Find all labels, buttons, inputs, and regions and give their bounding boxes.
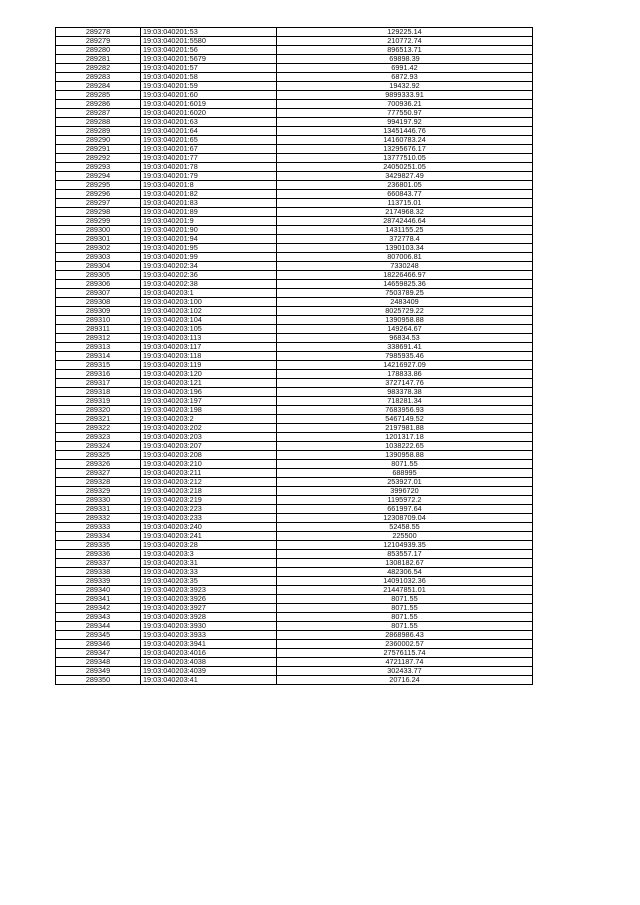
value-cell: 8071.55: [277, 604, 533, 613]
cadastral-number-cell: 19:03:040203:28: [141, 541, 277, 550]
cadastral-number-cell: 19:03:040201:83: [141, 199, 277, 208]
row-number-cell: 289323: [56, 433, 141, 442]
row-number-cell: 289330: [56, 496, 141, 505]
cadastral-number-cell: 19:03:040203:100: [141, 298, 277, 307]
table-row: [56, 109, 533, 118]
cadastral-number-cell: 19:03:040201:67: [141, 145, 277, 154]
cadastral-number-cell: 19:03:040203:3923: [141, 586, 277, 595]
cadastral-number-cell: 19:03:040201:9: [141, 217, 277, 226]
table-row: [56, 622, 533, 631]
row-number-cell: 289287: [56, 109, 141, 118]
cadastral-number-cell: 19:03:040201:64: [141, 127, 277, 136]
table-row: [56, 388, 533, 397]
cadastral-number-cell: 19:03:040203:3933: [141, 631, 277, 640]
row-number-cell: 289278: [56, 28, 141, 37]
value-cell: 1390103.34: [277, 244, 533, 253]
row-number-cell: 289338: [56, 568, 141, 577]
row-number-cell: 289299: [56, 217, 141, 226]
row-number-cell: 289301: [56, 235, 141, 244]
row-number-cell: 289331: [56, 505, 141, 514]
table-row: [56, 181, 533, 190]
row-number-cell: 289316: [56, 370, 141, 379]
table-row: [56, 667, 533, 676]
table-row: [56, 478, 533, 487]
value-cell: 302433.77: [277, 667, 533, 676]
row-number-cell: 289349: [56, 667, 141, 676]
value-cell: 688995: [277, 469, 533, 478]
value-cell: 12308709.04: [277, 514, 533, 523]
value-cell: 69898.39: [277, 55, 533, 64]
table-row: [56, 559, 533, 568]
row-number-cell: 289318: [56, 388, 141, 397]
value-cell: 178833.86: [277, 370, 533, 379]
table-row: [56, 280, 533, 289]
cadastral-number-cell: 19:03:040203:208: [141, 451, 277, 460]
value-cell: 2174968.32: [277, 208, 533, 217]
row-number-cell: 289292: [56, 154, 141, 163]
value-cell: 700936.21: [277, 100, 533, 109]
value-cell: 8071.55: [277, 595, 533, 604]
row-number-cell: 289290: [56, 136, 141, 145]
row-number-cell: 289319: [56, 397, 141, 406]
row-number-cell: 289291: [56, 145, 141, 154]
value-cell: 1390958.88: [277, 451, 533, 460]
value-cell: 113715.01: [277, 199, 533, 208]
value-cell: 994197.92: [277, 118, 533, 127]
table-row: [56, 91, 533, 100]
row-number-cell: 289307: [56, 289, 141, 298]
value-cell: 983378.38: [277, 388, 533, 397]
cadastral-number-cell: 19:03:040202:36: [141, 271, 277, 280]
value-cell: 661997.64: [277, 505, 533, 514]
cadastral-number-cell: 19:03:040201:77: [141, 154, 277, 163]
row-number-cell: 289309: [56, 307, 141, 316]
cadastral-number-cell: 19:03:040203:2: [141, 415, 277, 424]
table-row: [56, 406, 533, 415]
table-row: [56, 379, 533, 388]
cadastral-number-cell: 19:03:040203:4038: [141, 658, 277, 667]
value-cell: 14659825.36: [277, 280, 533, 289]
value-cell: 2868986.43: [277, 631, 533, 640]
row-number-cell: 289310: [56, 316, 141, 325]
value-cell: 18226466.97: [277, 271, 533, 280]
row-number-cell: 289302: [56, 244, 141, 253]
table-row: [56, 523, 533, 532]
table-row: [56, 343, 533, 352]
row-number-cell: 289341: [56, 595, 141, 604]
cadastral-number-cell: 19:03:040201:60: [141, 91, 277, 100]
value-cell: 1201317.18: [277, 433, 533, 442]
cadastral-number-cell: 19:03:040201:79: [141, 172, 277, 181]
cadastral-number-cell: 19:03:040203:198: [141, 406, 277, 415]
table-row: [56, 514, 533, 523]
value-cell: 482306.54: [277, 568, 533, 577]
cadastral-number-cell: 19:03:040203:218: [141, 487, 277, 496]
row-number-cell: 289294: [56, 172, 141, 181]
table-row: [56, 352, 533, 361]
value-cell: 8071.55: [277, 613, 533, 622]
table-row: [56, 433, 533, 442]
row-number-cell: 289326: [56, 460, 141, 469]
cadastral-number-cell: 19:03:040203:119: [141, 361, 277, 370]
cadastral-number-cell: 19:03:040203:118: [141, 352, 277, 361]
table-row: [56, 595, 533, 604]
cadastral-number-cell: 19:03:040201:65: [141, 136, 277, 145]
value-cell: 4721187.74: [277, 658, 533, 667]
value-cell: 1195972.2: [277, 496, 533, 505]
table-row: [56, 487, 533, 496]
row-number-cell: 289324: [56, 442, 141, 451]
row-number-cell: 289339: [56, 577, 141, 586]
value-cell: 777550.97: [277, 109, 533, 118]
value-cell: 149264.67: [277, 325, 533, 334]
row-number-cell: 289327: [56, 469, 141, 478]
row-number-cell: 289286: [56, 100, 141, 109]
table-row: [56, 118, 533, 127]
cadastral-number-cell: 19:03:040203:212: [141, 478, 277, 487]
table-row: [56, 307, 533, 316]
cadastral-number-cell: 19:03:040201:82: [141, 190, 277, 199]
value-cell: 1390958.88: [277, 316, 533, 325]
row-number-cell: 289279: [56, 37, 141, 46]
cadastral-number-cell: 19:03:040203:3928: [141, 613, 277, 622]
cadastral-number-cell: 19:03:040201:99: [141, 253, 277, 262]
cadastral-number-cell: 19:03:040203:41: [141, 676, 277, 685]
table-row: [56, 568, 533, 577]
table-row: [56, 631, 533, 640]
table-row: [56, 658, 533, 667]
row-number-cell: 289322: [56, 424, 141, 433]
value-cell: 210772.74: [277, 37, 533, 46]
cadastral-number-cell: 19:03:040202:38: [141, 280, 277, 289]
table-row: [56, 460, 533, 469]
cadastral-number-cell: 19:03:040202:34: [141, 262, 277, 271]
cadastral-number-cell: 19:03:040203:203: [141, 433, 277, 442]
row-number-cell: 289321: [56, 415, 141, 424]
table-row: [56, 361, 533, 370]
row-number-cell: 289334: [56, 532, 141, 541]
table-row: [56, 64, 533, 73]
row-number-cell: 289343: [56, 613, 141, 622]
cadastral-number-cell: 19:03:040203:4016: [141, 649, 277, 658]
cadastral-number-cell: 19:03:040203:120: [141, 370, 277, 379]
cadastral-number-cell: 19:03:040201:8: [141, 181, 277, 190]
cadastral-number-cell: 19:03:040203:33: [141, 568, 277, 577]
row-number-cell: 289293: [56, 163, 141, 172]
value-cell: 6991.42: [277, 64, 533, 73]
table-row: [56, 532, 533, 541]
table-row: [56, 586, 533, 595]
table-row: [56, 145, 533, 154]
value-cell: 20716.24: [277, 676, 533, 685]
value-cell: 1038222.65: [277, 442, 533, 451]
cadastral-number-cell: 19:03:040203:3: [141, 550, 277, 559]
value-cell: 3996720: [277, 487, 533, 496]
value-cell: 7985935.46: [277, 352, 533, 361]
cadastral-number-cell: 19:03:040201:58: [141, 73, 277, 82]
value-cell: 13295676.17: [277, 145, 533, 154]
table-row: [56, 190, 533, 199]
value-cell: 372778.4: [277, 235, 533, 244]
cadastral-number-cell: 19:03:040201:63: [141, 118, 277, 127]
table-row: [56, 325, 533, 334]
table-row: [56, 676, 533, 685]
table-row: [56, 316, 533, 325]
row-number-cell: 289325: [56, 451, 141, 460]
row-number-cell: 289311: [56, 325, 141, 334]
cadastral-number-cell: 19:03:040203:35: [141, 577, 277, 586]
value-cell: 21447851.01: [277, 586, 533, 595]
table-row: [56, 640, 533, 649]
row-number-cell: 289348: [56, 658, 141, 667]
table-row: [56, 46, 533, 55]
table-row: [56, 253, 533, 262]
cadastral-number-cell: 19:03:040203:196: [141, 388, 277, 397]
cadastral-number-cell: 19:03:040203:210: [141, 460, 277, 469]
value-cell: 14216927.09: [277, 361, 533, 370]
value-cell: 8071.55: [277, 460, 533, 469]
cadastral-number-cell: 19:03:040203:117: [141, 343, 277, 352]
table-row: [56, 37, 533, 46]
value-cell: 225500: [277, 532, 533, 541]
table-row: [56, 172, 533, 181]
cadastral-number-cell: 19:03:040203:233: [141, 514, 277, 523]
cadastral-number-cell: 19:03:040201:53: [141, 28, 277, 37]
table-row: [56, 604, 533, 613]
row-number-cell: 289332: [56, 514, 141, 523]
table-row: [56, 541, 533, 550]
table-row: [56, 271, 533, 280]
table-row: [56, 289, 533, 298]
row-number-cell: 289295: [56, 181, 141, 190]
row-number-cell: 289347: [56, 649, 141, 658]
value-cell: 13777510.05: [277, 154, 533, 163]
value-cell: 5467149.52: [277, 415, 533, 424]
cadastral-number-cell: 19:03:040201:59: [141, 82, 277, 91]
table-row: [56, 577, 533, 586]
value-cell: 24050251.05: [277, 163, 533, 172]
row-number-cell: 289344: [56, 622, 141, 631]
row-number-cell: 289282: [56, 64, 141, 73]
row-number-cell: 289296: [56, 190, 141, 199]
value-cell: 12104939.35: [277, 541, 533, 550]
cadastral-number-cell: 19:03:040203:197: [141, 397, 277, 406]
cadastral-number-cell: 19:03:040201:6020: [141, 109, 277, 118]
table-row: [56, 28, 533, 37]
cadastral-number-cell: 19:03:040201:6019: [141, 100, 277, 109]
table-row: [56, 496, 533, 505]
row-number-cell: 289315: [56, 361, 141, 370]
cadastral-number-cell: 19:03:040203:219: [141, 496, 277, 505]
row-number-cell: 289304: [56, 262, 141, 271]
row-number-cell: 289335: [56, 541, 141, 550]
table-row: [56, 127, 533, 136]
value-cell: 52458.55: [277, 523, 533, 532]
cadastral-number-cell: 19:03:040201:56: [141, 46, 277, 55]
row-number-cell: 289297: [56, 199, 141, 208]
table-row: [56, 298, 533, 307]
value-cell: 718281.34: [277, 397, 533, 406]
row-number-cell: 289320: [56, 406, 141, 415]
row-number-cell: 289345: [56, 631, 141, 640]
cadastral-number-cell: 19:03:040203:241: [141, 532, 277, 541]
row-number-cell: 289328: [56, 478, 141, 487]
cadastral-number-cell: 19:03:040203:3926: [141, 595, 277, 604]
row-number-cell: 289289: [56, 127, 141, 136]
row-number-cell: 289312: [56, 334, 141, 343]
table-row: [56, 613, 533, 622]
cadastral-number-cell: 19:03:040201:78: [141, 163, 277, 172]
cadastral-number-cell: 19:03:040203:3930: [141, 622, 277, 631]
value-cell: 853557.17: [277, 550, 533, 559]
cadastral-number-cell: 19:03:040203:31: [141, 559, 277, 568]
value-cell: 13451446.76: [277, 127, 533, 136]
value-cell: 6872.93: [277, 73, 533, 82]
table-row: [56, 469, 533, 478]
row-number-cell: 289306: [56, 280, 141, 289]
table-row: [56, 217, 533, 226]
table-row: [56, 397, 533, 406]
cadastral-number-cell: 19:03:040203:1: [141, 289, 277, 298]
cadastral-number-cell: 19:03:040201:90: [141, 226, 277, 235]
table-row: [56, 55, 533, 64]
cadastral-number-cell: 19:03:040203:211: [141, 469, 277, 478]
row-number-cell: 289337: [56, 559, 141, 568]
table-row: [56, 208, 533, 217]
table-row: [56, 370, 533, 379]
cadastral-number-cell: 19:03:040203:3941: [141, 640, 277, 649]
row-number-cell: 289317: [56, 379, 141, 388]
row-number-cell: 289298: [56, 208, 141, 217]
table-row: [56, 415, 533, 424]
table-row: [56, 163, 533, 172]
value-cell: 8025729.22: [277, 307, 533, 316]
table-row: [56, 226, 533, 235]
table-row: [56, 244, 533, 253]
table-row: [56, 442, 533, 451]
row-number-cell: 289340: [56, 586, 141, 595]
table-row: [56, 199, 533, 208]
row-number-cell: 289283: [56, 73, 141, 82]
table-row: [56, 451, 533, 460]
cadastral-number-cell: 19:03:040201:94: [141, 235, 277, 244]
value-cell: 660843.77: [277, 190, 533, 199]
row-number-cell: 289303: [56, 253, 141, 262]
value-cell: 3727147.76: [277, 379, 533, 388]
table-body: [56, 28, 533, 685]
row-number-cell: 289288: [56, 118, 141, 127]
table-row: [56, 424, 533, 433]
value-cell: 27576115.74: [277, 649, 533, 658]
table-row: [56, 649, 533, 658]
table-row: [56, 73, 533, 82]
value-cell: 14091032.36: [277, 577, 533, 586]
value-cell: 96834.53: [277, 334, 533, 343]
cadastral-number-cell: 19:03:040203:104: [141, 316, 277, 325]
value-cell: 28742446.64: [277, 217, 533, 226]
table-row: [56, 550, 533, 559]
row-number-cell: 289329: [56, 487, 141, 496]
cadastral-number-cell: 19:03:040203:102: [141, 307, 277, 316]
table-row: [56, 100, 533, 109]
cadastral-number-cell: 19:03:040203:4039: [141, 667, 277, 676]
table-row: [56, 82, 533, 91]
row-number-cell: 289346: [56, 640, 141, 649]
cadastral-number-cell: 19:03:040203:240: [141, 523, 277, 532]
value-cell: 2197981.88: [277, 424, 533, 433]
cadastral-number-cell: 19:03:040203:3927: [141, 604, 277, 613]
row-number-cell: 289308: [56, 298, 141, 307]
row-number-cell: 289280: [56, 46, 141, 55]
value-cell: 896513.71: [277, 46, 533, 55]
cadastral-number-cell: 19:03:040201:5580: [141, 37, 277, 46]
row-number-cell: 289300: [56, 226, 141, 235]
cadastral-number-cell: 19:03:040201:57: [141, 64, 277, 73]
table-row: [56, 505, 533, 514]
row-number-cell: 289305: [56, 271, 141, 280]
value-cell: 9899333.91: [277, 91, 533, 100]
table-row: [56, 136, 533, 145]
cadastral-number-cell: 19:03:040203:121: [141, 379, 277, 388]
cadastral-number-cell: 19:03:040203:105: [141, 325, 277, 334]
row-number-cell: 289350: [56, 676, 141, 685]
cadastral-number-cell: 19:03:040201:89: [141, 208, 277, 217]
row-number-cell: 289336: [56, 550, 141, 559]
row-number-cell: 289333: [56, 523, 141, 532]
value-cell: 253927.01: [277, 478, 533, 487]
cadastral-number-cell: 19:03:040203:223: [141, 505, 277, 514]
value-cell: 2360002.57: [277, 640, 533, 649]
row-number-cell: 289342: [56, 604, 141, 613]
value-cell: 3429827.49: [277, 172, 533, 181]
cadastral-number-cell: 19:03:040201:95: [141, 244, 277, 253]
value-cell: 807006.81: [277, 253, 533, 262]
value-cell: 14160783.24: [277, 136, 533, 145]
row-number-cell: 289285: [56, 91, 141, 100]
cadastral-number-cell: 19:03:040203:207: [141, 442, 277, 451]
value-cell: 7330248: [277, 262, 533, 271]
value-cell: 129225.14: [277, 28, 533, 37]
value-cell: 2483409: [277, 298, 533, 307]
table-row: [56, 235, 533, 244]
table-row: [56, 334, 533, 343]
table-row: [56, 262, 533, 271]
row-number-cell: 289314: [56, 352, 141, 361]
value-cell: 338691.41: [277, 343, 533, 352]
table-row: [56, 154, 533, 163]
cadastral-number-cell: 19:03:040201:5679: [141, 55, 277, 64]
row-number-cell: 289313: [56, 343, 141, 352]
value-cell: 19432.92: [277, 82, 533, 91]
row-number-cell: 289281: [56, 55, 141, 64]
value-cell: 8071.55: [277, 622, 533, 631]
value-cell: 1308182.67: [277, 559, 533, 568]
value-cell: 7503789.25: [277, 289, 533, 298]
value-cell: 236801.05: [277, 181, 533, 190]
row-number-cell: 289284: [56, 82, 141, 91]
value-cell: 7683956.93: [277, 406, 533, 415]
value-cell: 1431155.25: [277, 226, 533, 235]
cadastral-value-table: [55, 27, 533, 685]
cadastral-number-cell: 19:03:040203:202: [141, 424, 277, 433]
cadastral-number-cell: 19:03:040203:113: [141, 334, 277, 343]
